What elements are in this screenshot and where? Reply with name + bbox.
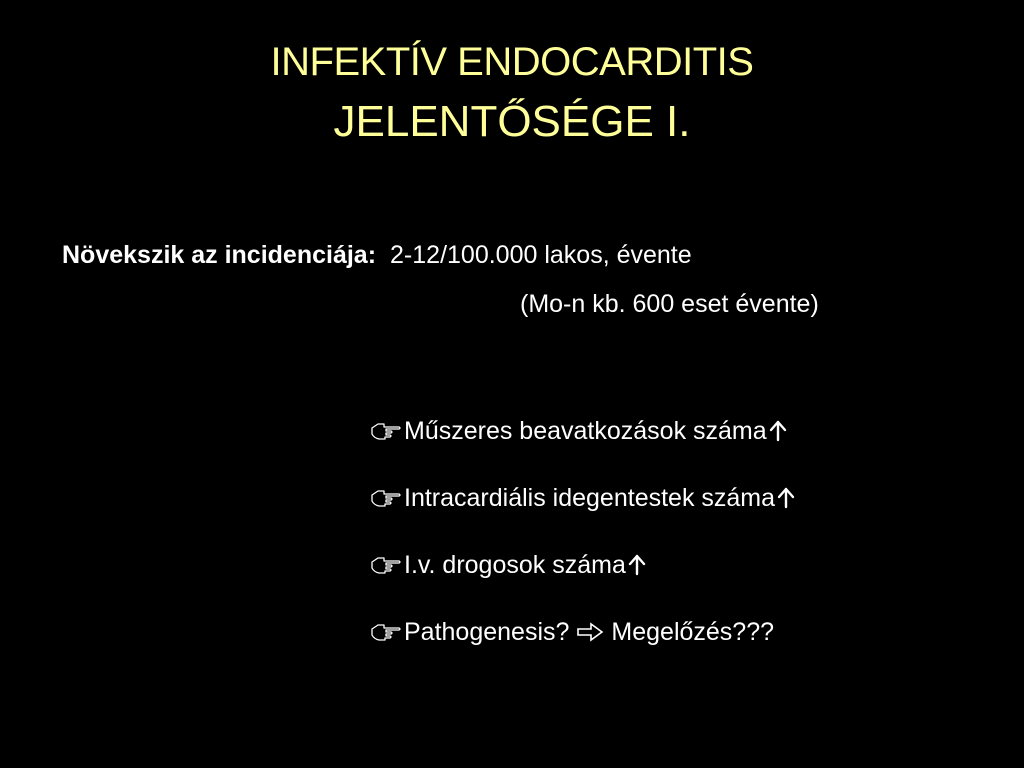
title-line-1: INFEKTÍV ENDOCARDITIS — [270, 40, 754, 84]
bullet-item — [370, 531, 795, 598]
pointing-hand-icon — [370, 621, 402, 643]
pointing-hand-icon — [370, 487, 402, 509]
bullet-item — [370, 464, 795, 531]
up-arrow-icon — [628, 554, 646, 576]
bullet-item — [370, 598, 795, 665]
up-arrow-icon — [777, 487, 795, 509]
bullet-text: I.v. drogosok száma — [404, 550, 626, 579]
implies-arrow-icon — [575, 621, 605, 643]
bullet-text: Műszeres beavatkozások száma — [404, 416, 767, 445]
pointing-hand-icon — [370, 554, 402, 576]
pointing-hand-icon — [370, 420, 402, 442]
incidence-label: Növekszik az incidenciája: — [62, 241, 377, 269]
bullet-text: Pathogenesis? — [404, 617, 570, 646]
incidence-row — [62, 238, 692, 272]
up-arrow-icon — [769, 420, 787, 442]
incidence-note: (Mo-n kb. 600 eset évente) — [520, 290, 819, 318]
title-line-2: JELENTŐSÉGE I. — [333, 97, 691, 146]
bullet-text: Intracardiális idegentestek száma — [404, 483, 776, 512]
bullet-text-after: Megelőzés??? — [611, 617, 775, 646]
bullet-list — [370, 397, 795, 665]
incidence-value: 2-12/100.000 lakos, évente — [390, 241, 692, 269]
bullet-item — [370, 397, 795, 464]
